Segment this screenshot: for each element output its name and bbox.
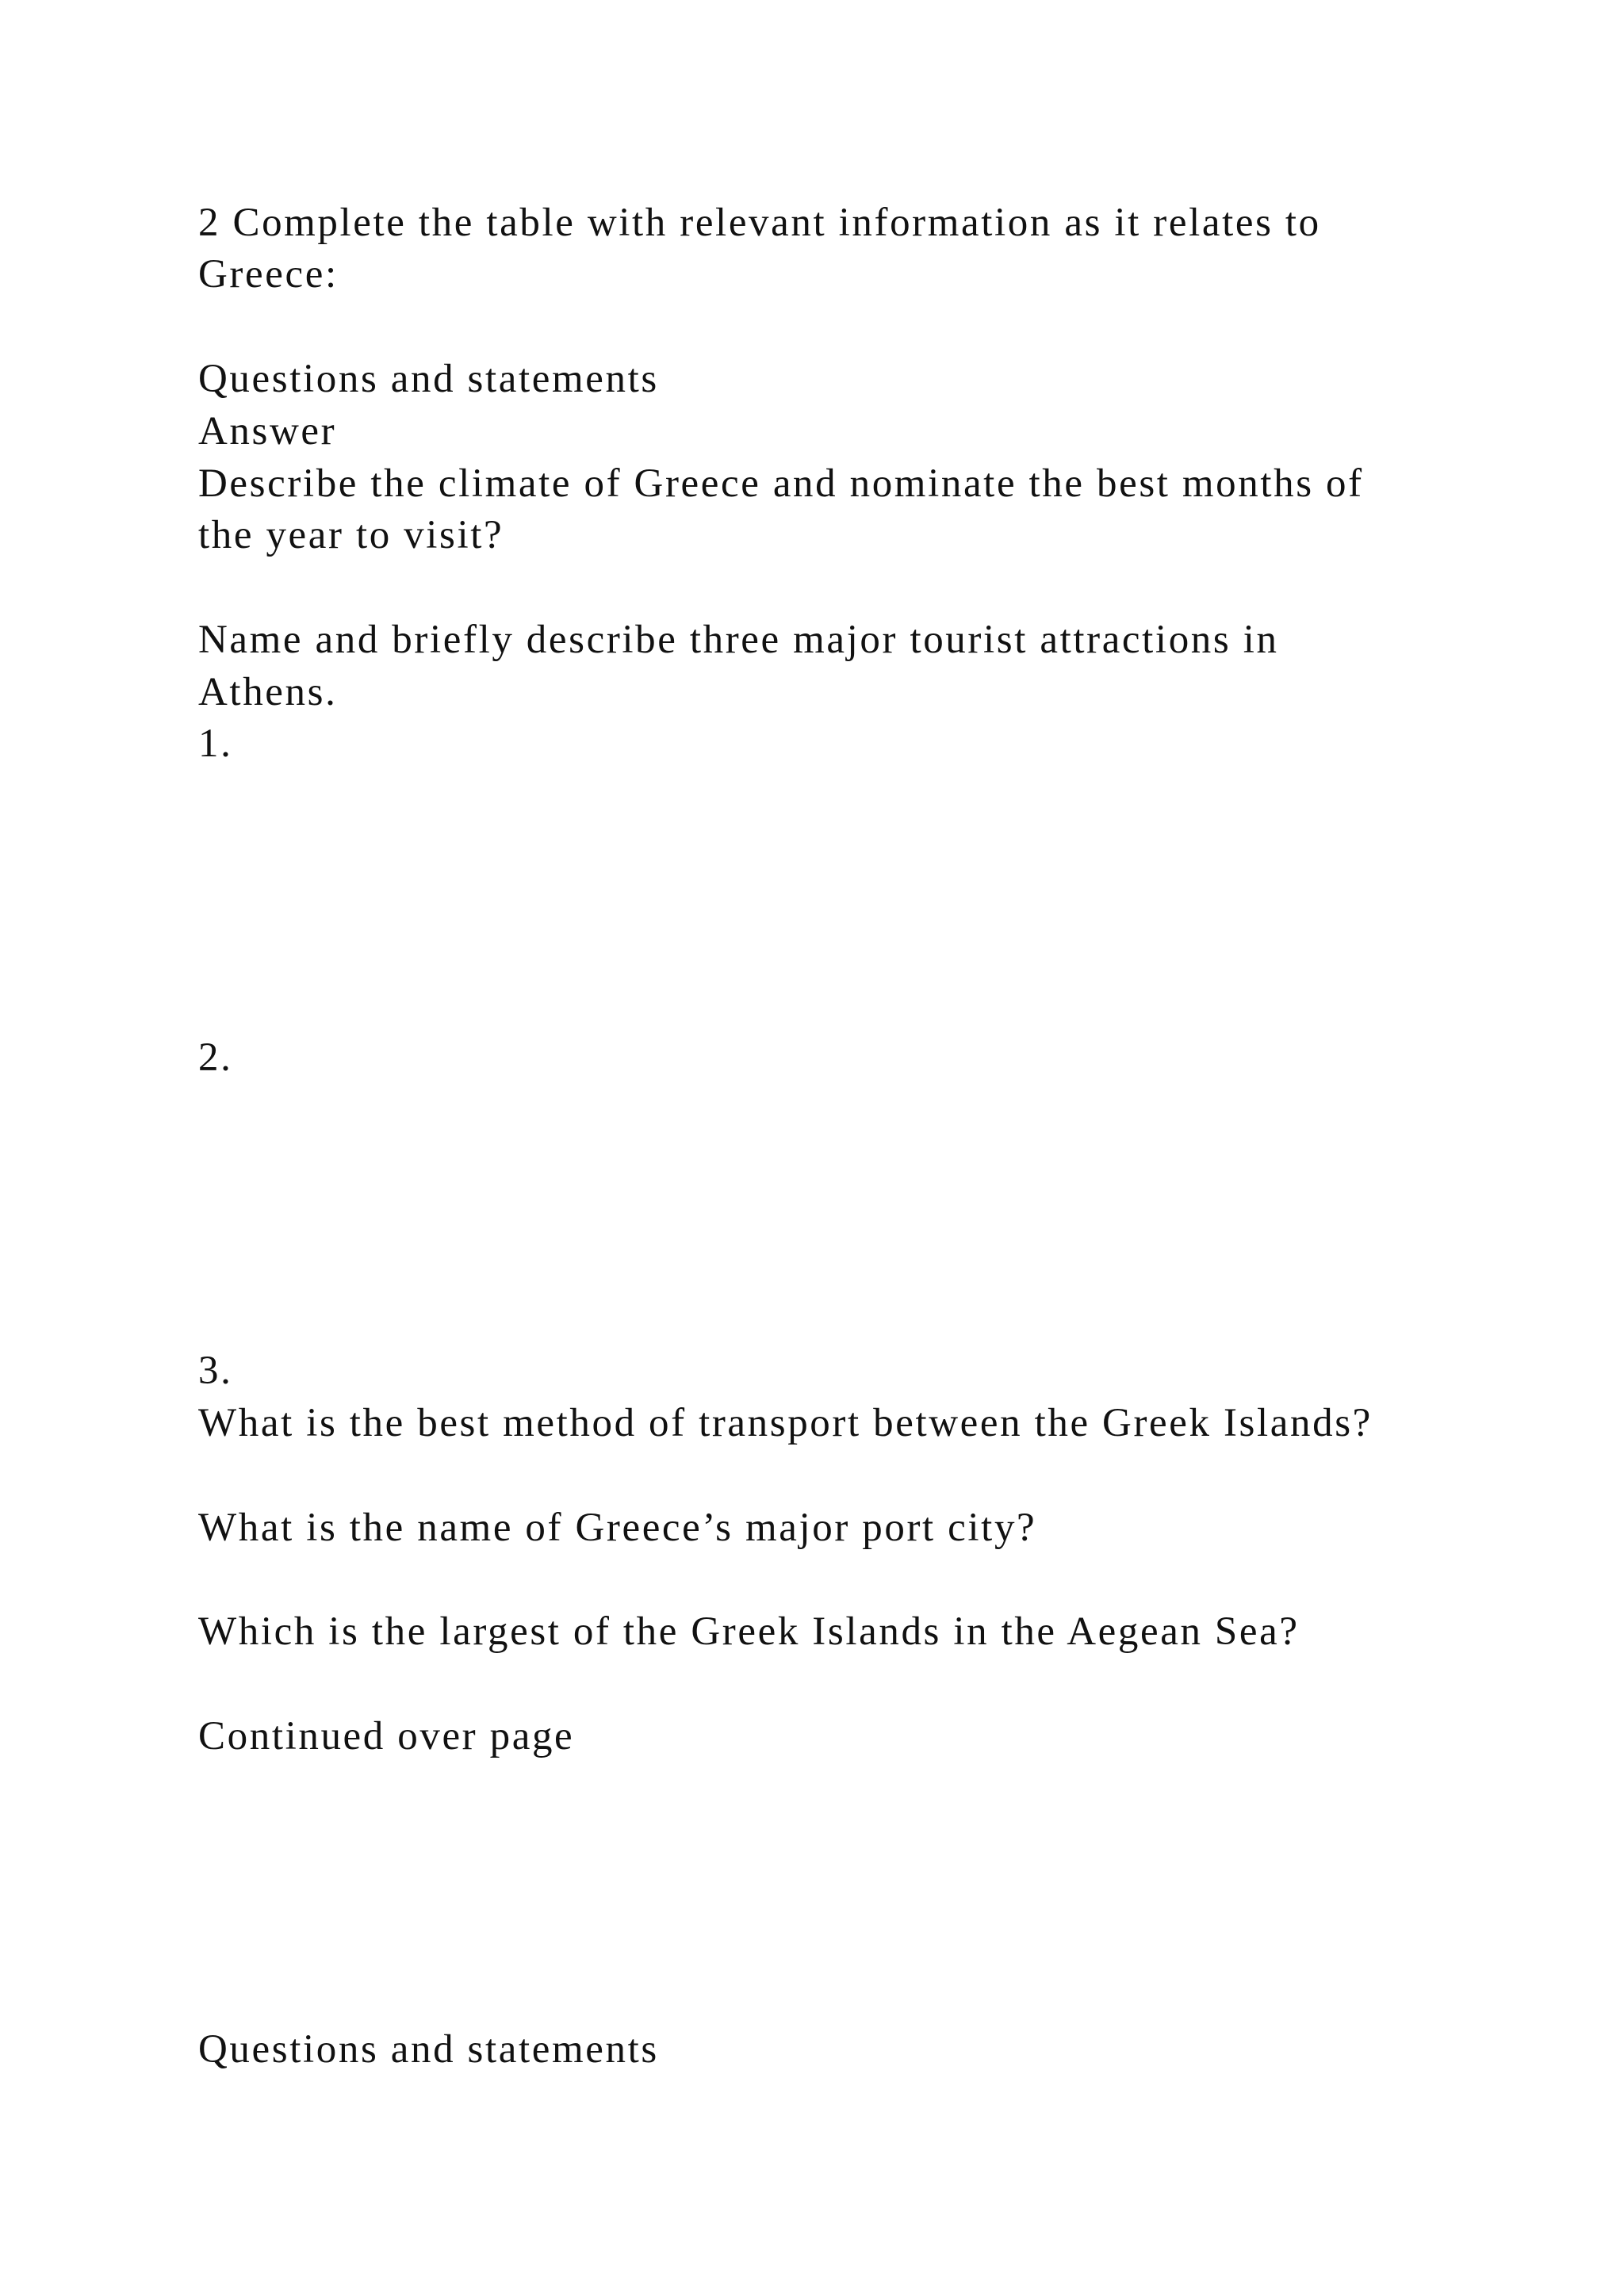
question-climate-line-1: Describe the climate of Greece and nominate the best months of: [198, 461, 1364, 506]
continued-over-page: Continued over page: [198, 1714, 575, 1758]
question-climate-line-2: the year to visit?: [198, 513, 504, 557]
question-attractions-line-1: Name and briefly describe three major tourist attractions in: [198, 618, 1279, 662]
question-port-city: What is the name of Greece’s major port city?: [198, 1506, 1037, 1550]
attraction-item-3: 3.: [198, 1349, 233, 1393]
intro-line-1: 2 Complete the table with relevant information as it relates to: [198, 201, 1321, 245]
table-header-answer: Answer: [198, 409, 337, 453]
attraction-item-2: 2.: [198, 1035, 233, 1080]
intro-line-2: Greece:: [198, 252, 339, 297]
table-header-questions: Questions and statements: [198, 357, 659, 401]
attraction-item-1: 1.: [198, 721, 233, 766]
question-transport: What is the best method of transport between the Greek Islands?: [198, 1401, 1373, 1445]
question-attractions-line-2: Athens.: [198, 670, 338, 714]
table-header-questions-2: Questions and statements: [198, 2027, 659, 2072]
question-largest-island: Which is the largest of the Greek Islands in the Aegean Sea?: [198, 1609, 1300, 1654]
